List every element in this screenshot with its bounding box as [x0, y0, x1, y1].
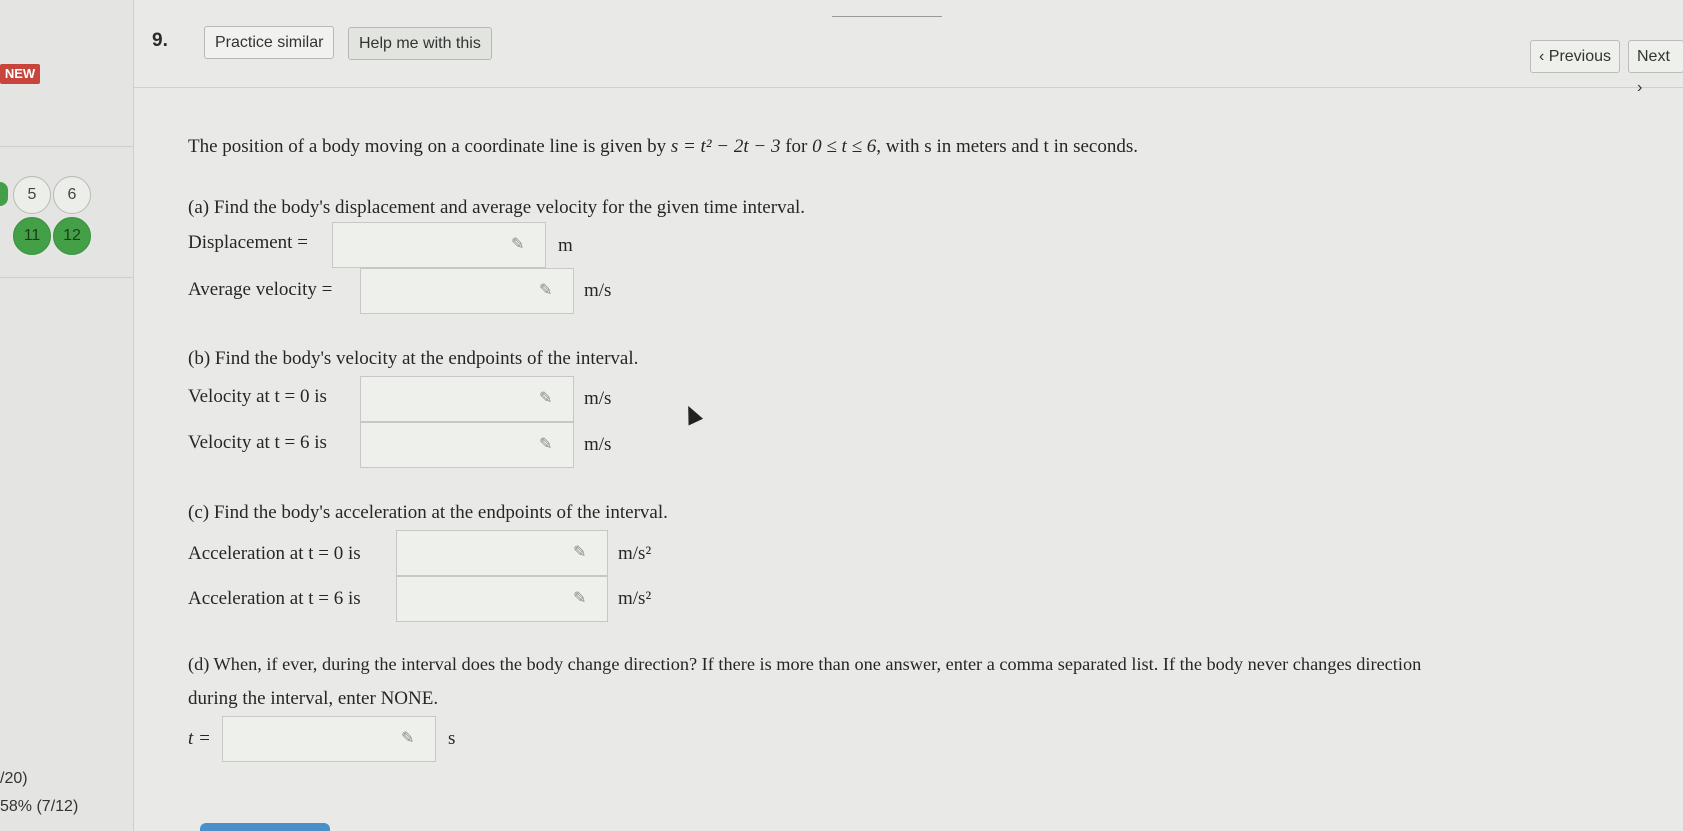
score-fraction: /20) [0, 770, 28, 787]
previous-button[interactable] [1530, 40, 1620, 73]
acceleration-t0-unit: m/s² [618, 543, 652, 564]
velocity-t0-label: Velocity at t = 0 is [188, 386, 327, 407]
displacement-label: Displacement = [188, 232, 308, 253]
pencil-icon[interactable]: ✎ [539, 282, 553, 299]
question-6-button[interactable]: 6 [53, 176, 91, 214]
sidebar-divider [0, 277, 134, 278]
acceleration-t6-label: Acceleration at t = 6 is [188, 588, 361, 609]
direction-change-input[interactable] [222, 716, 436, 762]
velocity-t6-unit: m/s [584, 434, 612, 455]
t-label: t = [188, 728, 211, 749]
velocity-t0-input[interactable] [360, 376, 574, 422]
acceleration-t6-unit: m/s² [618, 588, 652, 609]
displacement-input[interactable] [332, 222, 546, 268]
avg-velocity-unit: m/s [584, 280, 612, 301]
chevron-right-icon: › [1637, 79, 1643, 96]
mouse-cursor-icon [681, 402, 703, 425]
previous-label: Previous [1548, 48, 1612, 65]
avg-velocity-label: Average velocity = [188, 279, 333, 300]
acceleration-t0-label: Acceleration at t = 0 is [188, 543, 361, 564]
question-11-button[interactable]: 11 [13, 217, 51, 255]
next-label: Next [1637, 48, 1670, 65]
question-5-button[interactable]: 5 [13, 176, 51, 214]
acceleration-t0-input[interactable] [396, 530, 608, 576]
part-a-prompt: (a) Find the body's displacement and average velocity for the given time interval. [188, 197, 806, 218]
problem-statement [188, 136, 1138, 158]
question-sidebar [0, 0, 134, 831]
pencil-icon[interactable]: ✎ [573, 590, 587, 607]
top-divider [832, 16, 942, 17]
displacement-unit: m [558, 235, 573, 256]
pencil-icon[interactable]: ✎ [401, 730, 415, 747]
part-d-prompt-line1: (d) When, if ever, during the interval does the body change direction? If there is more than one answer, enter a comma separated list. If the body never changes direction [188, 654, 1422, 674]
velocity-t0-unit: m/s [584, 388, 612, 409]
velocity-t6-input[interactable] [360, 422, 574, 468]
pencil-icon[interactable]: ✎ [539, 436, 553, 453]
question-status-edge [0, 182, 8, 206]
pencil-icon[interactable]: ✎ [511, 236, 525, 253]
statement-suffix: , with s in meters and t in seconds. [876, 136, 1139, 157]
time-range: 0 ≤ t ≤ 6 [812, 136, 877, 157]
t-unit: s [448, 728, 456, 749]
position-formula: s = t² − 2t − 3 [670, 136, 781, 157]
pencil-icon[interactable]: ✎ [539, 390, 553, 407]
score-percent: 58% (7/12) [0, 798, 79, 815]
avg-velocity-input[interactable] [360, 268, 574, 314]
new-badge: NEW [0, 64, 40, 84]
part-b-prompt: (b) Find the body's velocity at the endpoints of the interval. [188, 348, 639, 369]
acceleration-t6-input[interactable] [396, 576, 608, 622]
part-d-prompt-line2: during the interval, enter NONE. [188, 688, 439, 709]
velocity-t6-label: Velocity at t = 6 is [188, 432, 327, 453]
submit-button[interactable] [200, 823, 330, 831]
statement-prefix: The position of a body moving on a coordinate line is given by [188, 136, 671, 157]
next-button[interactable] [1628, 40, 1683, 96]
statement-mid: for [780, 136, 813, 157]
practice-similar-button[interactable]: Practice similar [204, 26, 334, 59]
part-c-prompt: (c) Find the body's acceleration at the endpoints of the interval. [188, 502, 668, 523]
chevron-left-icon: ‹ [1539, 48, 1545, 65]
question-12-button[interactable]: 12 [53, 217, 91, 255]
sidebar-divider [0, 146, 134, 147]
pencil-icon[interactable]: ✎ [573, 544, 587, 561]
question-number: 9. [152, 30, 168, 51]
help-me-button[interactable]: Help me with this [348, 27, 492, 60]
